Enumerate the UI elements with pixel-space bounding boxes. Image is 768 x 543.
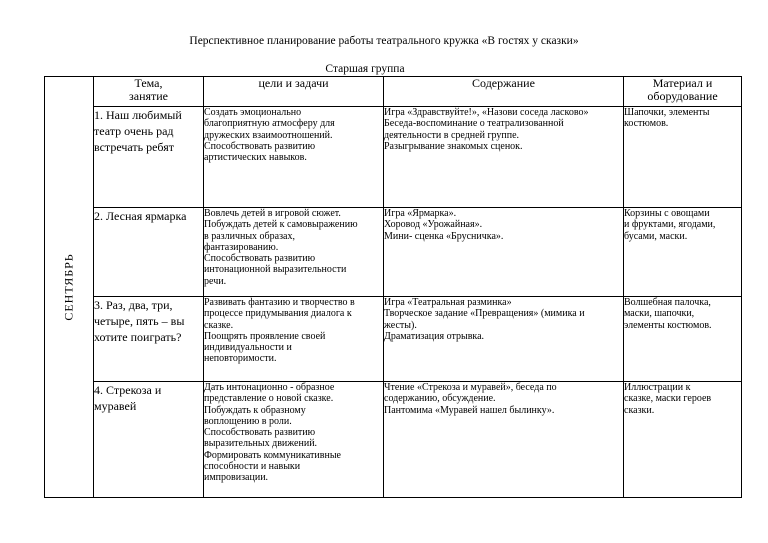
goals-cell: Создать эмоционально благоприятную атмосферу для дружеских взаимоотношений. Способствовать развитию артистических навыков. — [204, 107, 384, 208]
header-row — [45, 77, 742, 107]
month-cell — [45, 77, 94, 498]
goals-cell: Вовлечь детей в игровой сюжет. Побуждать детей к самовыражению в различных образах, фантазированию. Способствовать развитию интонационной выразительности речи. — [204, 208, 384, 297]
material-cell: Корзины с овощами и фруктами, ягодами, бусами, маски. — [624, 208, 742, 297]
goals-cell: Дать интонационно - образное представление о новой сказке. Побуждать к образному воплощению в роли. Способствовать развитию выразительных движений. Формировать коммуникативные способности и навыки импровизации. — [204, 382, 384, 498]
group-subtitle: Старшая группа — [325, 63, 405, 75]
topic-cell: 3. Раз, два, три, четыре, пять – вы хотите поиграть? — [94, 297, 204, 382]
topic-cell: 1. Наш любимый театр очень рад встречать ребят — [94, 107, 204, 208]
planning-table — [44, 76, 742, 498]
topic-cell: 4. Стрекоза и муравей — [94, 382, 204, 498]
material-cell: Волшебная палочка, маски, шапочки, элементы костюмов. — [624, 297, 742, 382]
table-row — [45, 382, 742, 498]
goals-cell: Развивать фантазию и творчество в процессе придумывания диалога к сказке. Поощрять проявление своей индивидуальности и неповторимости. — [204, 297, 384, 382]
header-content: Содержание — [384, 77, 624, 107]
document-title: Перспективное планирование работы театрального кружка «В гостях у сказки» — [189, 35, 579, 47]
material-cell: Шапочки, элементы костюмов. — [624, 107, 742, 208]
content-cell: Игра «Ярмарка». Хоровод «Урожайная». Мини- сценка «Брусничка». — [384, 208, 624, 297]
header-material: Материал и оборудование — [624, 77, 742, 107]
header-topic: Тема, занятие — [94, 77, 204, 107]
content-cell: Чтение «Стрекоза и муравей», беседа по содержанию, обсуждение. Пантомима «Муравей нашел былинку». — [384, 382, 624, 498]
month-label: СЕНТЯБРЬ — [61, 253, 76, 321]
topic-cell: 2. Лесная ярмарка — [94, 208, 204, 297]
table-row — [45, 208, 742, 297]
material-cell: Иллюстрации к сказке, маски героев сказки. — [624, 382, 742, 498]
header-goals: цели и задачи — [204, 77, 384, 107]
table-row — [45, 107, 742, 208]
content-cell: Игра «Здравствуйте!», «Назови соседа ласково» Беседа-воспоминание о театрализованной деятельности в средней группе. Разыгрывание знакомых сценок. — [384, 107, 624, 208]
content-cell: Игра «Театральная разминка» Творческое задание «Превращения» (мимика и жесты). Драматизация отрывка. — [384, 297, 624, 382]
table-row — [45, 297, 742, 382]
